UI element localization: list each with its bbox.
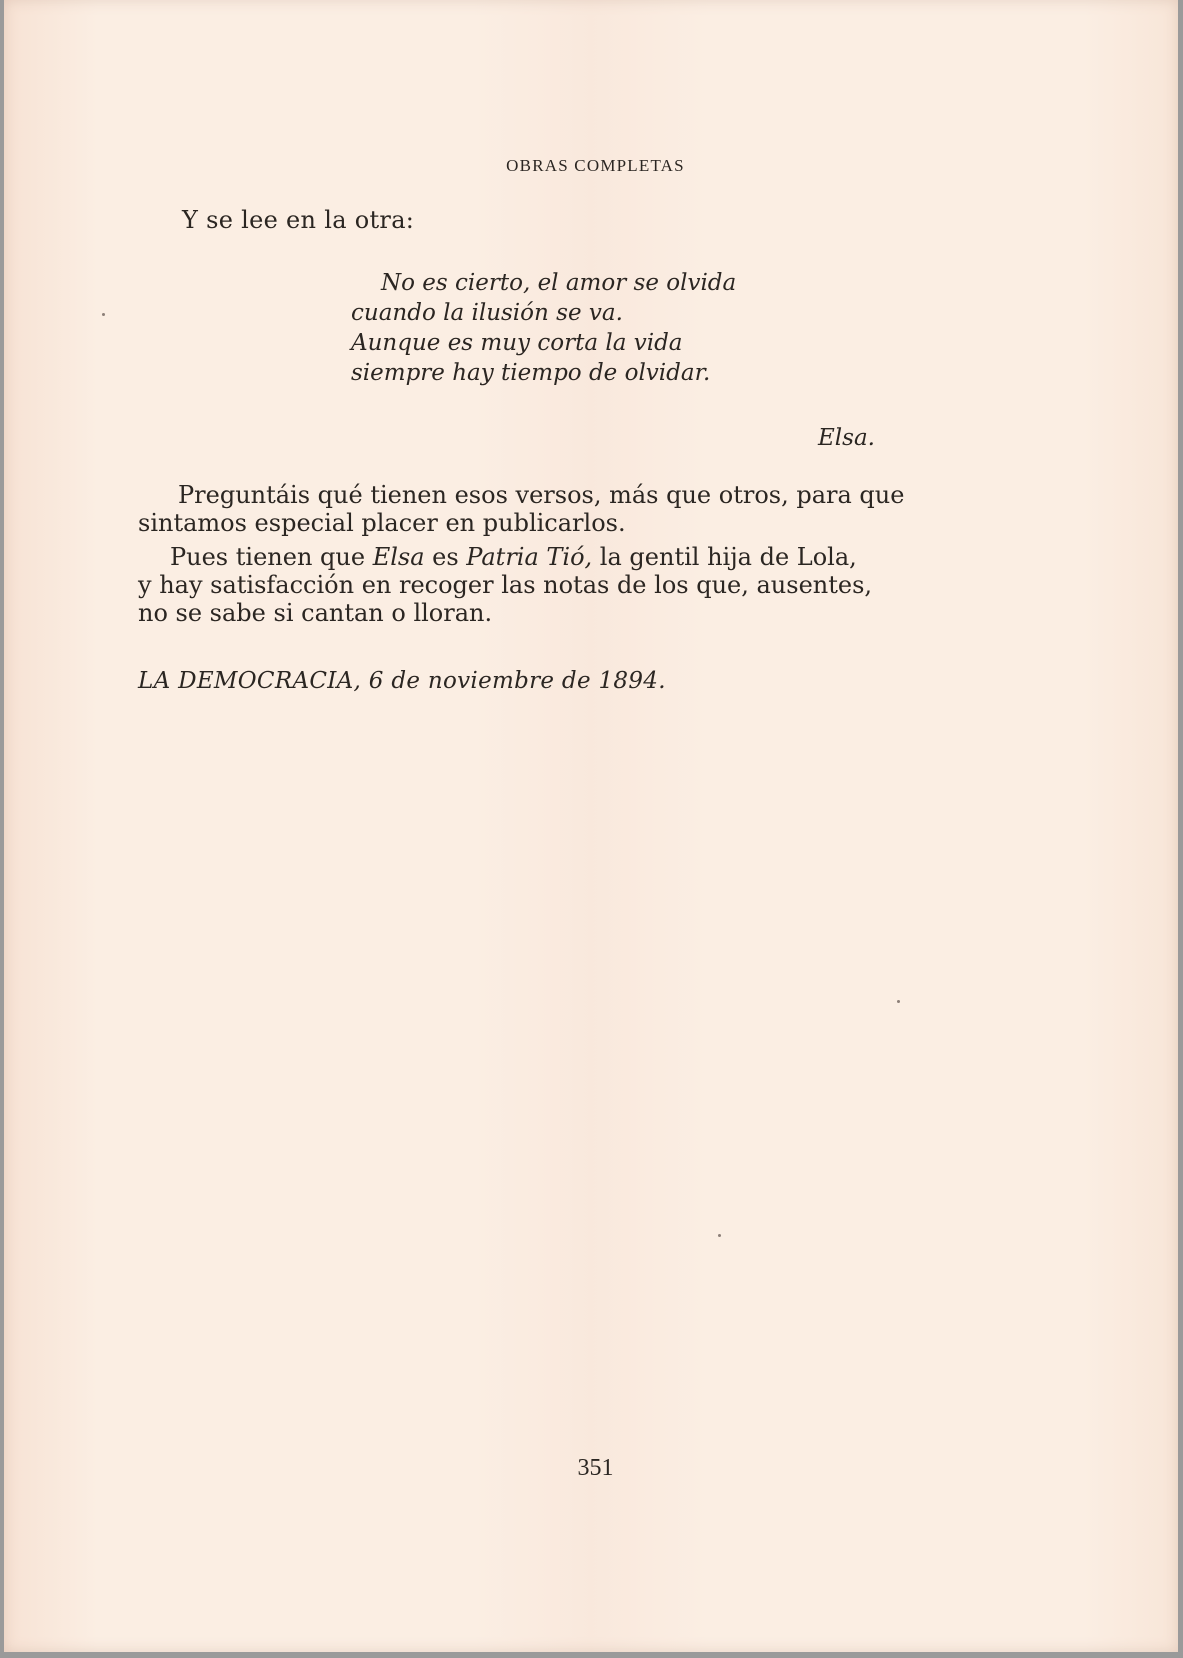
text-run: la gentil hija de Lola, [592,543,857,571]
poem-line: No es cierto, el amor se olvida [381,270,737,296]
paragraph-1 [138,481,998,537]
poem-line: cuando la ilusión se va. [351,300,623,326]
running-head: OBRAS COMPLETAS [506,156,685,175]
paragraph-line: sintamos especial placer en publicarlos. [138,509,626,537]
source-citation: LA DEMOCRACIA, 6 de noviembre de 1894. [138,668,666,694]
italic-name-patria-tio: Patria Tió, [466,543,593,571]
paragraph-line: y hay satisfacción en recoger las notas de los que, ausentes, [138,571,873,599]
text-run: Pues tienen que [170,543,373,571]
poem-line: siempre hay tiempo de olvidar. [351,360,711,386]
poem-signature: Elsa. [818,425,875,451]
paragraph-2 [138,543,998,627]
book-page [4,0,1178,1652]
paper-speck [718,1234,721,1237]
paper-speck [897,1000,900,1003]
page-number: 351 [577,1455,614,1481]
italic-name-elsa: Elsa [372,543,425,571]
intro-line: Y se lee en la otra: [182,206,415,234]
paragraph-line: no se sabe si cantan o lloran. [138,599,493,627]
paragraph-line: Preguntáis qué tienen esos versos, más que otros, para que [178,481,905,509]
poem [351,268,736,388]
text-run: es [424,543,467,571]
poem-line: Aunque es muy corta la vida [351,330,683,356]
paper-speck [102,313,105,316]
paragraph-line [138,543,998,571]
